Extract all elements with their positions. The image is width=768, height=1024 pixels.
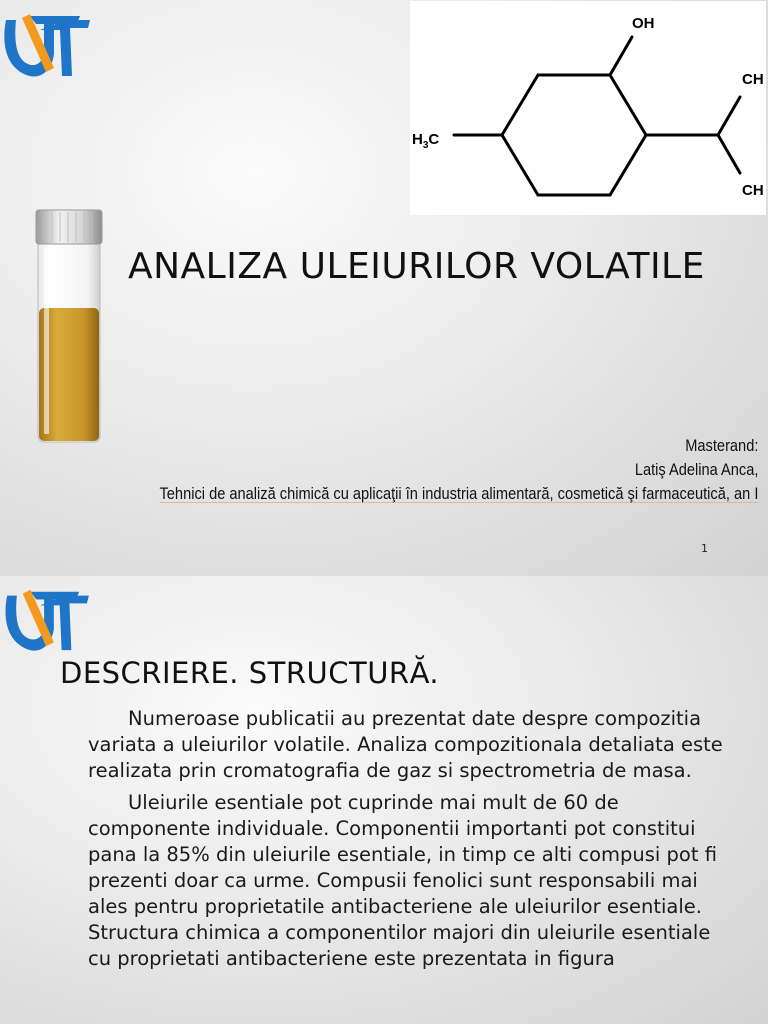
ch-bottom-label: CH bbox=[742, 182, 764, 199]
h3c-label: $H_3C$ bbox=[412, 131, 440, 151]
page-number: 1 bbox=[701, 542, 708, 555]
university-logo bbox=[0, 582, 96, 654]
presentation-title: ANALIZA ULEIURILOR VOLATILE bbox=[128, 246, 705, 287]
author-info bbox=[62, 434, 758, 506]
paragraph: Uleiurile esentiale pot cuprinde mai mult de 60 de componente individuale. Componentii importanti pot constitui pana la 85% din uleiurile esentiale, in timp ce alti compusi pot fi prezenti doar ca urme. Compusii fenolici sunt responsabili mai ales pentru proprietatile antibacteriene ale uleiurilor esentiale. Structura chimica a componentilor majori din uleiurile esentiale cu proprietati antibacteriene este prezentata in figura bbox=[88, 791, 717, 970]
author-role: Masterand: bbox=[684, 436, 758, 455]
author-program: Tehnici de analiză chimică cu aplicaţii în industria alimentară, cosmetică şi farmaceutică, an I bbox=[159, 484, 758, 503]
oh-label: OH bbox=[632, 15, 655, 32]
oil-vial-image bbox=[34, 208, 104, 444]
body-text bbox=[88, 706, 728, 978]
section-title: DESCRIERE. STRUCTURĂ. bbox=[60, 656, 440, 690]
author-name: Latiş Adelina Anca, bbox=[634, 460, 758, 479]
paragraph: Numeroase publicatii au prezentat date despre compozitia variata a uleiurilor volatile. Analiza compozitionala detaliata este realizata prin cromatografia de gaz si spectrometria de masa. bbox=[88, 707, 723, 782]
ch-top-label: CH bbox=[742, 71, 764, 88]
menthol-structure-figure bbox=[410, 1, 766, 215]
university-logo bbox=[0, 6, 96, 80]
content-slide bbox=[0, 576, 768, 1024]
